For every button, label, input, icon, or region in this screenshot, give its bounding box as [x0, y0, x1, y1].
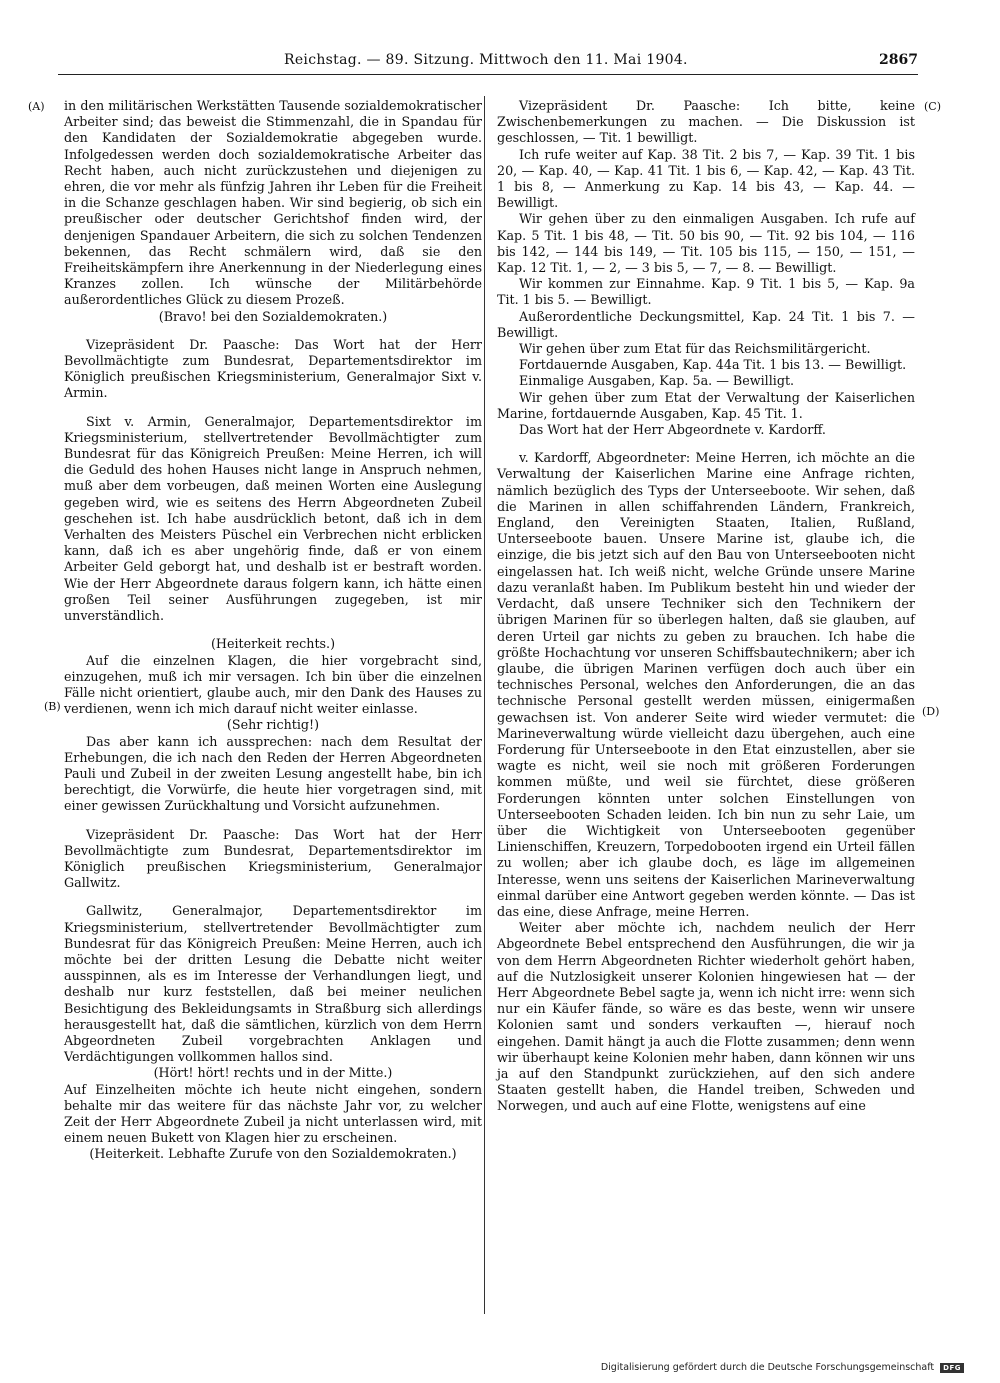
dfg-logo: DFG	[940, 1363, 964, 1373]
paragraph: Wir kommen zur Einnahme. Kap. 9 Tit. 1 bis 5, — Kap. 9a Tit. 1 bis 5. — Bewilligt.	[497, 276, 915, 308]
left-column	[64, 98, 482, 1163]
margin-mark-c: (C)	[924, 100, 941, 113]
paragraph: Auf die einzelnen Klagen, die hier vorgebracht sind, einzugehen, muß ich mir versagen. Ich bin über die einzelnen Fälle nicht orientiert, glaube auch, mir den Dank des Hauses zu verdienen, wenn ich mich darauf nicht weiter einlasse.	[64, 652, 482, 717]
margin-mark-d: (D)	[922, 705, 940, 718]
margin-mark-b: (B)	[44, 700, 61, 713]
paragraph: Wir gehen über zum Etat für das Reichsmilitärgericht.	[519, 341, 871, 357]
paragraph: Das aber kann ich aussprechen: nach dem Resultat der Erhebungen, die ich nach den Reden der Herren Abgeordneten Pauli und Zubeil in der zweiten Lesung angestellt habe, bin ich berechtigt, die Vorwürfe, die heute hier vorgetragen sind, mit einer gewissen Zurückhaltung und Vorsicht aufzunehmen.	[64, 733, 482, 814]
paragraph: Gallwitz, Generalmajor, Departementsdirektor im Kriegsministerium, stellvertretender Bevollmächtigter zum Bundesrat für das Königreich Preußen: Meine Herren, auch ich möchte bei der dritten Lesung die Debatte nicht weiter ausspinnen, als es im Interesse der Verhandlungen liegt, und deshalb nur kurz feststellen, daß bei meiner neulichen Besichtigung des Bekleidungsamts in Straßburg sich allerdings herausgestellt hat, daß die sämtlichen, kürzlich von dem Herrn Abgeordneten Zubeil vorgebrachten Anklagen und Verdächtigungen vollkommen hallos sind.	[64, 903, 482, 1065]
paragraph: Außerordentliche Deckungsmittel, Kap. 24 Tit. 1 bis 7. — Bewilligt.	[497, 308, 915, 340]
header-rule	[58, 74, 918, 75]
paragraph: (Hört! hört! rechts und in der Mitte.)	[153, 1065, 393, 1081]
paragraph: Weiter aber möchte ich, nachdem neulich der Herr Abgeordnete Bebel entsprechend den Ausführungen, die wir ja von dem Herrn Abgeordneten Richter wiederholt gehört haben, auf die Nutzlosigkeit unserer Kolonien hingewiesen hat — der Herr Abgeordnete Bebel sagte ja, wenn ich nicht irre: wenn sich nur ein Käufer fände, so wäre es das beste, wenn wir unsere Kolonien samt und sonders verkauften —, hierauf noch eingehen. Damit hängt ja auch die Flotte zusammen; denn wenn wir überhaupt keine Kolonien mehr haben, dann können wir uns ja auf den Standpunkt zurückziehen, auf den sich andere Staaten gestellt haben, die Handel treiben, Schweden und Norwegen, und auch auf eine Flotte, wenigstens auf eine	[497, 920, 915, 1114]
page-number: 2867	[879, 52, 918, 68]
paragraph: Wir gehen über zum Etat der Verwaltung der Kaiserlichen Marine, fortdauernde Ausgaben, Kap. 45 Tit. 1.	[497, 389, 915, 421]
footer-credit: Digitalisierung gefördert durch die Deutsche Forschungsgemeinschaft	[600, 1362, 935, 1373]
paragraph: v. Kardorff, Abgeordneter: Meine Herren, ich möchte an die Verwaltung der Kaiserlichen Marine eine Anfrage richten, nämlich bezüglich des Typs der Unterseeboote. Wir sehen, daß die Marinen in allen schiffahrenden Ländern, Frankreich, England, den Vereinigten Staaten, Italien, Rußland, Unterseeboote bauen. Unsere Marine ist, glaube ich, die einzige, die bis jetzt sich auf den Bau von Unterseebooten nicht eingelassen hat. Ich weiß nicht, welche Gründe unsere Marine dazu veranlaßt haben. Im Publikum besteht hin und wieder der Verdacht, daß unsere Techniker sich den Technikern der übrigen Marinen für so überlegen halten, daß sie glauben, auf deren Urteil gar nichts zu geben zu brauchen. Ich habe die größte Hochachtung vor unseren Schiffsbautechnikern; aber ich glaube, die übrigen Marinen verfügen doch auch über ein technisches Personal, welches den Anforderungen, die an das technische Personal gestellt werden müssen, einigermaßen gewachsen ist. Von anderer Seite wird wieder vermutet: die Marineverwaltung würde vielleicht dazu übergehen, auch eine Forderung für Unterseeboote in den Etat einzustellen, aber sie wagte es nicht, weil sie noch mit größeren Forderungen kommen müßte, und weil sie fürchtet, diese größeren Forderungen könnten unter solchen Einstellungen von Unterseebooten Schaden leiden. Ich bin nun zu sehr Laie, um über die Wichtigkeit von Unterseebooten gegenüber Linienschiffen, Kreuzern, Torpedobooten irgend ein Urteil fällen zu wollen; aber ich glaube doch, es läge im allgemeinen Interesse, wenn uns seitens der Kaiserlichen Marineverwaltung einmal darüber eine Antwort gegeben werden könnte. — Das ist das eine, diese Anfrage, meine Herren.	[497, 450, 915, 919]
paragraph: (Bravo! bei den Sozialdemokraten.)	[158, 308, 388, 324]
paragraph: Vizepräsident Dr. Paasche: Das Wort hat der Herr Bevollmächtigte zum Bundesrat, Departementsdirektor im Königlich preußischen Kriegsministerium, Generalmajor Gallwitz.	[64, 826, 482, 891]
paragraph: Auf Einzelheiten möchte ich heute nicht eingehen, sondern behalte mir das weitere für das nächste Jahr vor, zu welcher Zeit der Herr Abgeordnete Zubeil ja nicht unterlassen wird, mit einem neuen Bukett von Klagen hier zu erscheinen.	[64, 1081, 482, 1146]
paragraph: Ich rufe weiter auf Kap. 38 Tit. 2 bis 7, — Kap. 39 Tit. 1 bis 20, — Kap. 40, — Kap. 41 Tit. 1 bis 6, — Kap. 42, — Kap. 43 Tit. 1 bis 8, — Anmerkung zu Kap. 14 bis 43, — Kap. 44. — Bewilligt.	[497, 146, 915, 211]
margin-mark-a: (A)	[28, 100, 45, 113]
paragraph: in den militärischen Werkstätten Tausende sozialdemokratischer Arbeiter sind; das beweist die Stimmenzahl, die in Spandau für den Kandidaten der Sozialdemokratie abgegeben wurde. Infolgedessen werden doch sozialdemokratische Arbeiter das Recht haben, auch nicht zurückzustehen und diejenigen zu ehren, die vor mehr als fünfzig Jahren ihr Leben für die Freiheit in die Schanze geschlagen haben. Wir sind begierig, ob sich ein preußischer oder deutscher Gerichtshof finden wird, der denjenigen Spandauer Arbeitern, die sich zu solchen Tendenzen bekennen, das Recht schmälern wird, daß sie den Freiheitskämpfern ihre Anerkennung in der Niederlegung eines Kranzes zollen. Ich wünsche der Militärbehörde außerordentliches Glück zu diesem Prozeß.	[64, 98, 482, 308]
paragraph: Das Wort hat der Herr Abgeordnete v. Kardorff.	[519, 422, 826, 438]
paragraph: Fortdauernde Ausgaben, Kap. 44a Tit. 1 bis 13. — Bewilligt.	[519, 357, 907, 373]
footer	[601, 1362, 964, 1373]
right-column	[497, 98, 915, 1115]
paragraph: Vizepräsident Dr. Paasche: Das Wort hat der Herr Bevollmächtigte zum Bundesrat, Departementsdirektor im Königlich preußischen Kriegsministerium, Generalmajor Sixt v. Armin.	[64, 336, 482, 401]
header-title: Reichstag. — 89. Sitzung. Mittwoch den 11. Mai 1904.	[284, 52, 688, 68]
paragraph: Wir gehen über zu den einmaligen Ausgaben. Ich rufe auf Kap. 5 Tit. 1 bis 48, — Tit. 50 bis 90, — Tit. 92 bis 104, — 116 bis 142, — 144 bis 149, — Tit. 105 bis 115, — 150, — 151, — Kap. 12 Tit. 1, — 2, — 3 bis 5, — 7, — 8. — Bewilligt.	[497, 211, 915, 276]
paragraph: (Heiterkeit rechts.)	[210, 636, 336, 652]
column-divider	[484, 96, 485, 1314]
paragraph: (Heiterkeit. Lebhafte Zurufe von den Sozialdemokraten.)	[89, 1146, 457, 1162]
paragraph: (Sehr richtig!)	[226, 717, 320, 733]
paragraph: Einmalige Ausgaben, Kap. 5a. — Bewilligt.	[519, 373, 795, 389]
running-header	[0, 52, 1000, 72]
paragraph: Vizepräsident Dr. Paasche: Ich bitte, keine Zwischenbemerkungen zu machen. — Die Diskussion ist geschlossen, — Tit. 1 bewilligt.	[497, 98, 915, 146]
paragraph: Sixt v. Armin, Generalmajor, Departementsdirektor im Kriegsministerium, stellvertretender Bevollmächtigter zum Bundesrat für das Königreich Preußen: Meine Herren, ich will die Geduld des hohen Hauses nicht lange in Anspruch nehmen, muß aber dem vorbeugen, daß meinen Worten eine Auslegung gegeben wird, wie es seitens des Herrn Abgeordneten Zubeil geschehen ist. Ich habe ausdrücklich betont, daß ich in dem Verhalten des Meisters Püschel ein Verbrechen nicht erblicken kann, daß ich es aber ungehörig finde, daß er von einem Arbeiter Geld geborgt hat, und deshalb ist er bestraft worden. Wie der Herr Abgeordnete daraus folgern kann, ich hätte einen großen Teil seiner Ausführungen zugegeben, ist mir unverständlich.	[64, 413, 482, 624]
